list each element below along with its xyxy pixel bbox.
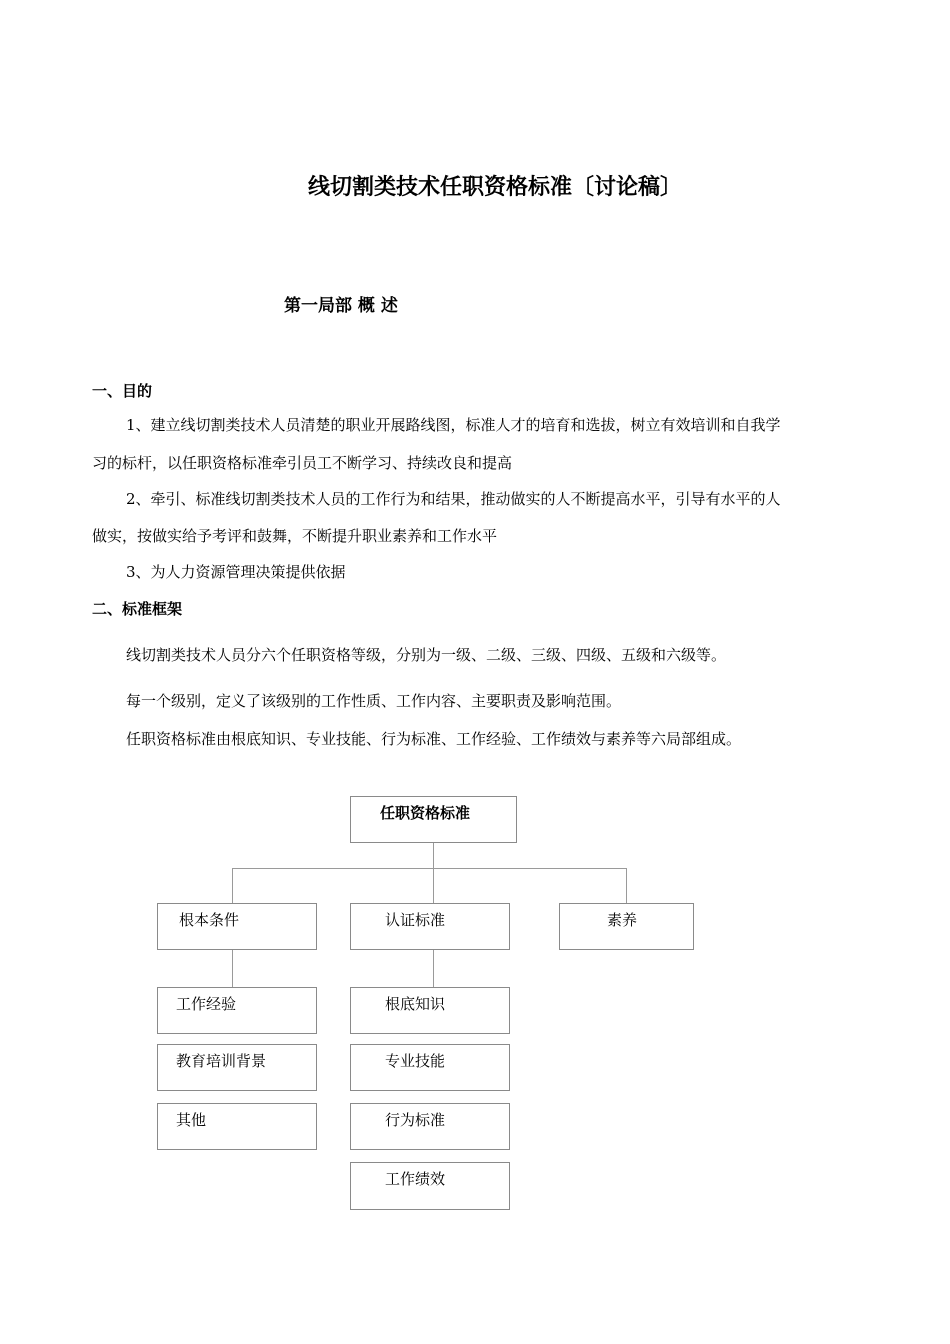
chart-node-label: 教育培训背景 [176,1052,267,1070]
chart-node-work-experience [157,987,317,1034]
chart-node-label: 素养 [607,911,638,929]
connector-line [232,949,233,988]
connector-line [232,868,627,869]
chart-node-label: 根底知识 [385,995,446,1013]
chart-node-certification [350,903,510,950]
chart-node-label: 工作绩效 [385,1170,446,1188]
chart-node-basic-conditions [157,903,317,950]
chart-node-performance [350,1162,510,1210]
chart-node-behavior-standard [350,1103,510,1150]
paragraph-line: 3、为人力资源管理决策提供依据 [126,563,346,581]
chart-node-label: 认证标准 [385,911,446,929]
chart-node-label: 任职资格标准 [380,804,471,822]
chart-node-root [350,796,517,843]
paragraph-line: 线切割类技术人员分六个任职资格等级，分别为一级、二级、三级、四级、五级和六级等。 [126,646,727,664]
connector-line [626,868,627,904]
section-heading-framework: 二、标准框架 [92,600,183,618]
connector-line [433,949,434,988]
chart-node-label: 行为标准 [385,1111,446,1129]
chart-node-professional-skills [350,1044,510,1091]
chart-node-label: 其他 [176,1111,207,1129]
chart-node-basic-knowledge [350,987,510,1034]
connector-line [433,842,434,868]
chart-node-label: 专业技能 [385,1052,446,1070]
paragraph-line: 2、牵引、标准线切割类技术人员的工作行为和结果，推动做实的人不断提高水平，引导有水平的人 [126,490,781,508]
chart-node-label: 根本条件 [179,911,240,929]
section-heading-purpose: 一、目的 [92,382,153,400]
paragraph-line: 每一个级别，定义了该级别的工作性质、工作内容、主要职责及影响范围。 [126,692,622,710]
paragraph-line: 习的标杆，以任职资格标准牵引员工不断学习、持续改良和提高 [92,454,513,472]
paragraph-line: 做实，按做实给予考评和鼓舞，不断提升职业素养和工作水平 [92,527,498,545]
part-title: 第一局部 概 述 [284,296,398,316]
chart-node-other [157,1103,317,1150]
paragraph-line: 1、建立线切割类技术人员清楚的职业开展路线图，标准人才的培育和选拔，树立有效培训和自我学 [126,416,781,434]
chart-node-label: 工作经验 [176,995,237,1013]
chart-node-quality [559,903,694,950]
document-title: 线切割类技术任职资格标准〔讨论稿〕 [307,175,682,200]
connector-line [433,868,434,904]
paragraph-line: 任职资格标准由根底知识、专业技能、行为标准、工作经验、工作绩效与素养等六局部组成。 [126,730,742,748]
chart-node-education [157,1044,317,1091]
connector-line [232,868,233,904]
